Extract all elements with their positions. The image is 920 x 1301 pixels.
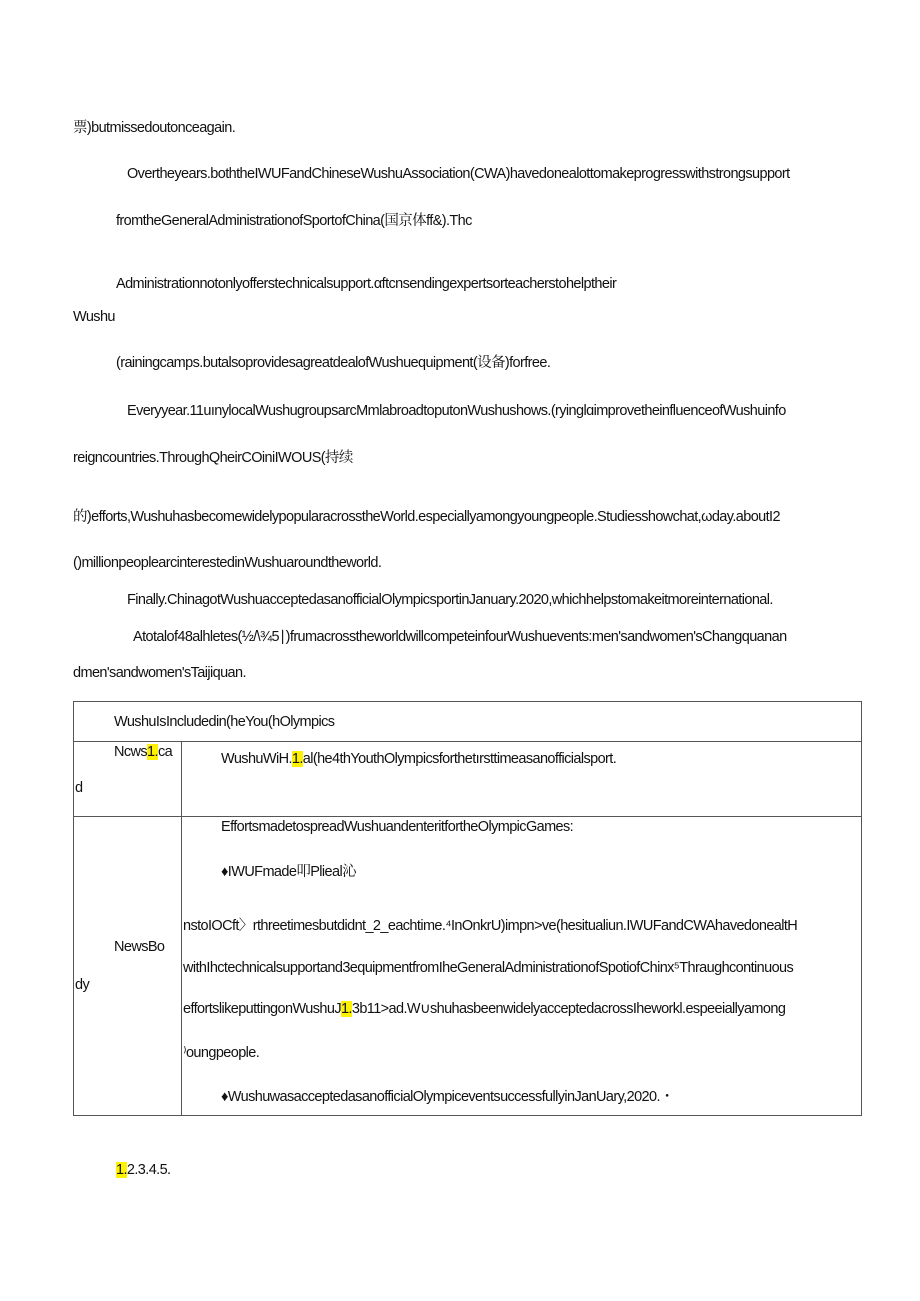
text-line: Finally.ChinagotWushuacceptedasanofficialOlympicsportinJanuary.2020,whichhelpstomakeitmoreinternational. — [127, 592, 773, 608]
blank-highlight: 1. — [340, 1001, 352, 1017]
body-line: effortslikeputtingonWushuJ1.3b11>ad.W∪shuhasbeenwidelyacceptedacrossIheworkl.espeeiallyamong — [183, 1001, 786, 1017]
body-line: withIhctechnicalsupportand3equipmentfromIheGeneralAdministrationofSpotiofChinx⁵Thraughcontinuous — [183, 960, 794, 976]
text-line: 的)efforts,WushuhasbecomewidelypopularacrosstheWorld.especiallyamongyoungpeople.Studiesshowchat,ωday.aboutI2 — [73, 509, 780, 525]
text-line: Overtheyears.boththeIWUFandChineseWushuAssociation(CWA)havedonealottomakeprogresswithstrongsupport — [127, 166, 790, 182]
table-title: WushuIsIncludedin(heYou(hOlympics — [114, 714, 335, 730]
text-line: Atotalof48alhletes(½/\¾5∣)frumacrosstheworldwillcompeteinfourWushuevents:men'sandwomen'sChangquanan — [133, 629, 787, 645]
body-label-wrap: dy — [75, 977, 90, 993]
blank-highlight: 1. — [291, 751, 303, 767]
body-line: ♦WushuwasacceptedasanofficialOlympiceventsuccessfullyinJanUary,2020.・ — [221, 1089, 674, 1105]
wushu-table — [73, 701, 862, 1116]
headline-label-cell — [74, 742, 182, 817]
headline-text: WushuWiH.1.al(he4thYouthOlympicsforthetırsttimeasanofficialsport. — [221, 751, 617, 767]
text-line: (rainingcamps.butalsoprovidesagreatdealofWushuequipment(设备)forfree. — [116, 355, 551, 371]
text-line: dmen'sandwomen'sTaijiquan. — [73, 665, 246, 681]
text-line: Everyyear.11uınylocalWushugroupsarcMmlabroadtoputonWushushows.(ryinglɑimprovetheinfluenceofWushuinfo — [127, 403, 786, 419]
body-line: ⁾oungpeople. — [183, 1045, 260, 1061]
text-line: Administrationnotonlyofferstechnicalsupport.αftcnsendingexpertsorteacherstohelptheir — [116, 276, 617, 292]
body-text-cell — [182, 817, 862, 1116]
headline-label: Ncws1.ca — [114, 744, 173, 760]
blank-highlight: 1. — [116, 1162, 127, 1178]
body-line: EffortsmadetospreadWushuandenteritfortheOlympicGames: — [221, 819, 574, 835]
body-label: NewsBo — [114, 939, 165, 955]
body-line: nstoIOCft〉rthreetimesbutdidnt_2_eachtime.⁴InOnkrU)impn>ve(hesitualiun.IWUFandCWAhavedonealtH — [183, 918, 798, 934]
headline-text-cell — [182, 742, 862, 817]
text-line: 票)butmissedoutonceagain. — [73, 120, 236, 136]
table-title-cell — [74, 702, 862, 742]
answer-line: 1.2.3.4.5. — [116, 1162, 171, 1178]
text-line: ()millionpeoplearcinterestedinWushuaroundtheworld. — [73, 555, 382, 571]
text-line: reigncountries.ThroughQheirCOiniIWOUS(持续 — [73, 450, 353, 466]
text-line: fromtheGeneralAdministrationofSportofChina(国京体ff&).Thc — [116, 213, 472, 229]
body-line: ♦IWUFmade叩Plieal沁 — [221, 864, 356, 880]
headline-label-wrap: d — [75, 780, 83, 796]
body-label-cell — [74, 817, 182, 1116]
text-line: Wushu — [73, 309, 115, 325]
blank-highlight: 1. — [147, 744, 158, 760]
